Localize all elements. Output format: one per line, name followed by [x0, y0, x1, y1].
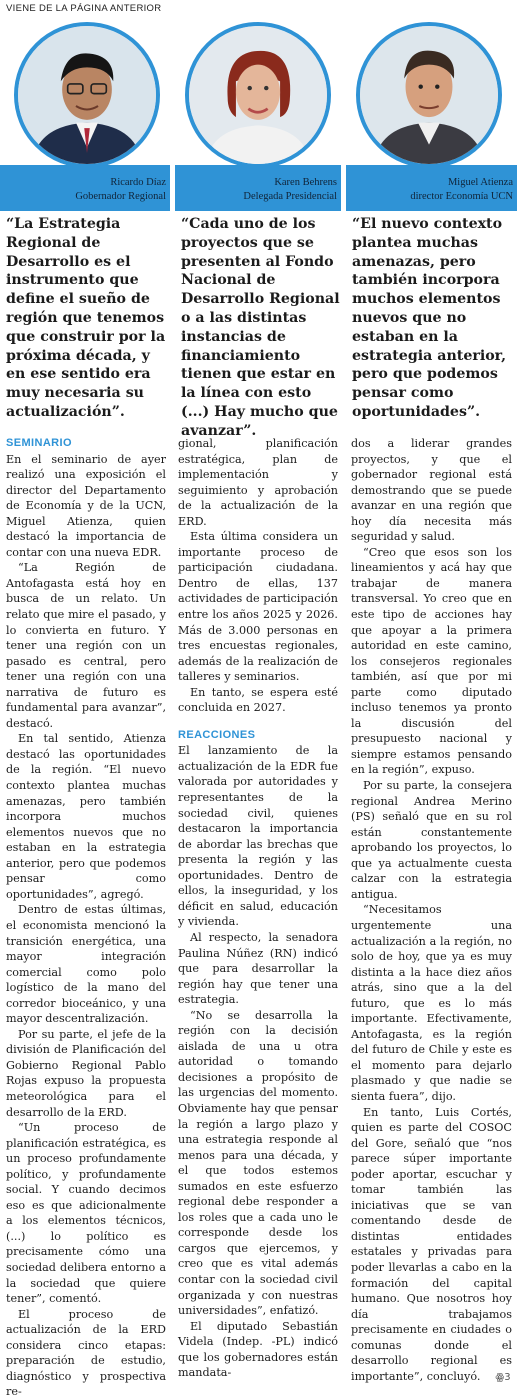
article-column-1: [6, 436, 166, 1400]
paragraph: Por su parte, la consejera regional Andrea Merino (PS) señaló que en su rol están constantemente aprobando los proyectos, lo que ya actualmente cuesta calzar con la estrategia antigua.: [351, 779, 512, 901]
portrait-karen-behrens: [185, 22, 331, 168]
paragraph: En tanto, se espera esté concluida en 2027.: [178, 685, 338, 715]
end-of-article-icon: ꙮ3: [495, 1371, 511, 1383]
paragraph: En el seminario de ayer realizó una exposición el director del Departamento de Economía y de la UCN, Miguel Atienza, quien destacó la importancia de contar con una nueva EDR.: [6, 452, 166, 559]
section-heading-seminario: SEMINARIO: [6, 437, 72, 449]
paragraph: “Creo que esos son los lineamientos y acá hay que trabajar de manera transversal. Yo creo que en este tipo de acciones hay que apoyar a la primera autoridad en este camino, los consejeros regionales también, así que por mi parte como diputado incluso tenemos ya pronto la discusión del presupuesto nacional y siempre estamos pensando en la región”, expuso.: [351, 545, 512, 777]
role-miguel-atienza: director Economía UCN: [410, 191, 513, 202]
paragraph: gional, planificación estratégica, plan de implementación y seguimiento y aprobación de la actualización de la ERD.: [178, 437, 338, 528]
portrait-miguel-atienza: [356, 22, 502, 168]
paragraph: Al respecto, la senadora Paulina Núñez (RN) indicó que para desarrollar la región hay que tener una estrategia.: [178, 930, 338, 1007]
role-ricardo-diaz: Gobernador Regional: [75, 191, 166, 202]
band-segment-2: [175, 165, 341, 211]
caption-ricardo-diaz: [75, 176, 166, 204]
quote-ricardo-diaz: “La Estrategia Regional de Desarrollo es el instrumento que define el sueño de región que tenemos que construir por la próxima década, y en ese sentido era muy necesaria su actualización”.: [6, 216, 166, 420]
name-miguel-atienza: Miguel Atienza: [447, 177, 513, 188]
role-karen-behrens: Delegada Presidencial: [243, 191, 337, 202]
paragraph: El lanzamiento de la actualización de la EDR fue valorada por autoridades y representantes de la sociedad civil, quienes destacaron la importancia de abordar las brechas que presenta la región y las oportunidades. Dentro de ellos, la inseguridad, y los déficit en salud, educación y vivienda.: [178, 744, 338, 929]
caption-miguel-atienza: [410, 176, 513, 204]
portrait-ricardo-diaz: [14, 22, 160, 168]
name-karen-behrens: Karen Behrens: [274, 177, 337, 188]
portrait-miguel-atienza-image: [360, 26, 498, 164]
paragraph: “La Región de Antofagasta está hoy en busca de un relato. Un relato que mire el pasado, y lo convierta en futuro. Y tener una región con un pasado es central, pero tener una región con una narrativa de futuro es fundamental para avanzar”, destacó.: [6, 561, 166, 730]
paragraph: “Necesitamos urgentemente una actualización a la región, no solo de hoy, que ya es muy distinta a la hace diez años atrás, sino que a la del futuro, que es lo más importante. Efectivamente, Antofagasta, es la región del futuro de Chile y este es el momento para dejarlo plasmado y que nadie se sienta fuera”, dijo.: [351, 903, 512, 1103]
name-band: [0, 165, 517, 211]
band-segment-1: [0, 165, 170, 211]
portrait-karen-behrens-image: [189, 26, 327, 164]
paragraph: “No se desarrolla la región con la decisión aislada de una u otra autoridad o tomando decisiones a propósito de las urgencias del momento. Obviamente hay que pensar la región a largo plazo y una estrategia responde al menos para una década, y el que todos estemos sumados en este esfuerzo regional debe responder a los roles que a cada uno le corresponde desde los cargos que ejercemos, y creo que es vital además contar con la sociedad civil organizada y con nuestras universidades”, enfatizó.: [178, 1008, 338, 1318]
paragraph: “Un proceso de planificación estratégica, es un proceso profundamente político, y profundamente social. Y cuando decimos eso es que adicionalmente a los elementos técnicos, (...) lo político es precisamente cómo una sociedad delibera entorno a la sociedad que quiere tener”, comentó.: [6, 1121, 166, 1306]
section-gap: [178, 716, 338, 728]
paragraph-text: En tanto, Luis Cortés, quien es parte del COSOC del Gore, señaló que “nos parece súper importante poder aportar, escuchar y tomar también las iniciativas que se van comentando desde de distintas entidades estatales y privadas para poder llevarlas a cabo en la formación del capital humano. Que nosotros hoy día trabajamos precisamente en ciudades o comunas donde el desarrollo regional es importante”, concluyó.: [351, 1105, 512, 1383]
paragraph: En tal sentido, Atienza destacó las oportunidades de la región. “El nuevo contexto plantea muchas amenazas, pero también incorpora muchos elementos nuevos que no estaban en la estrategia anterior, pero que podemos pensar como oportunidades”, agregó.: [6, 732, 166, 901]
quote-karen-behrens: “Cada uno de los proyectos que se presenten al Fondo Nacional de Desarrollo Regional o a las distintas instancias de financiamiento tienen que estar en la línea con esto (...) Hay mucho que avanzar”.: [181, 216, 340, 439]
article-column-3: [351, 436, 512, 1385]
name-ricardo-diaz: Ricardo Díaz: [110, 177, 166, 188]
paragraph: Por su parte, el jefe de la división de Planificación del Gobierno Regional Pablo Rojas expuso la propuesta meteorológica para el desarrollo de la ERD.: [6, 1027, 166, 1119]
caption-karen-behrens: [243, 176, 337, 204]
section-heading-reacciones: REACCIONES: [178, 728, 256, 741]
portrait-ricardo-diaz-image: [18, 26, 156, 164]
kicker: VIENE DE LA PÁGINA ANTERIOR: [6, 3, 162, 14]
paragraph: [351, 1105, 512, 1386]
paragraph: dos a liderar grandes proyectos, y que el gobernador regional está demostrando que se puede avanzar en una región que hoy día necesita más seguridad y salud.: [351, 437, 512, 544]
paragraph: El diputado Sebastián Videla (Indep. -PL) indicó que los gobernadores están mandata-: [178, 1319, 338, 1380]
paragraph: Dentro de estas últimas, el economista mencionó la transición energética, una mayor integración comercial como polo logístico de la mano del corredor bioceánico, y una mayor descentralización.: [6, 903, 166, 1026]
article-column-2: [178, 436, 338, 1381]
quote-miguel-atienza: “El nuevo contexto plantea muchas amenazas, pero también incorpora muchos elementos nuevos que no estaban en la estrategia anterior, pero que podemos pensar como oportunidades”.: [352, 216, 507, 420]
paragraph: Esta última considera un importante proceso de participación ciudadana. Dentro de ellas, 137 actividades de participación entre los años 2025 y 2026. Más de 3.000 personas en tres encuestas regionales, además de la realización de talleres y seminarios.: [178, 530, 338, 684]
band-segment-3: [346, 165, 517, 211]
paragraph: El proceso de actualización de la ERD considera cinco etapas: preparación de estudio, diagnóstico y prospectiva re-: [6, 1307, 166, 1399]
